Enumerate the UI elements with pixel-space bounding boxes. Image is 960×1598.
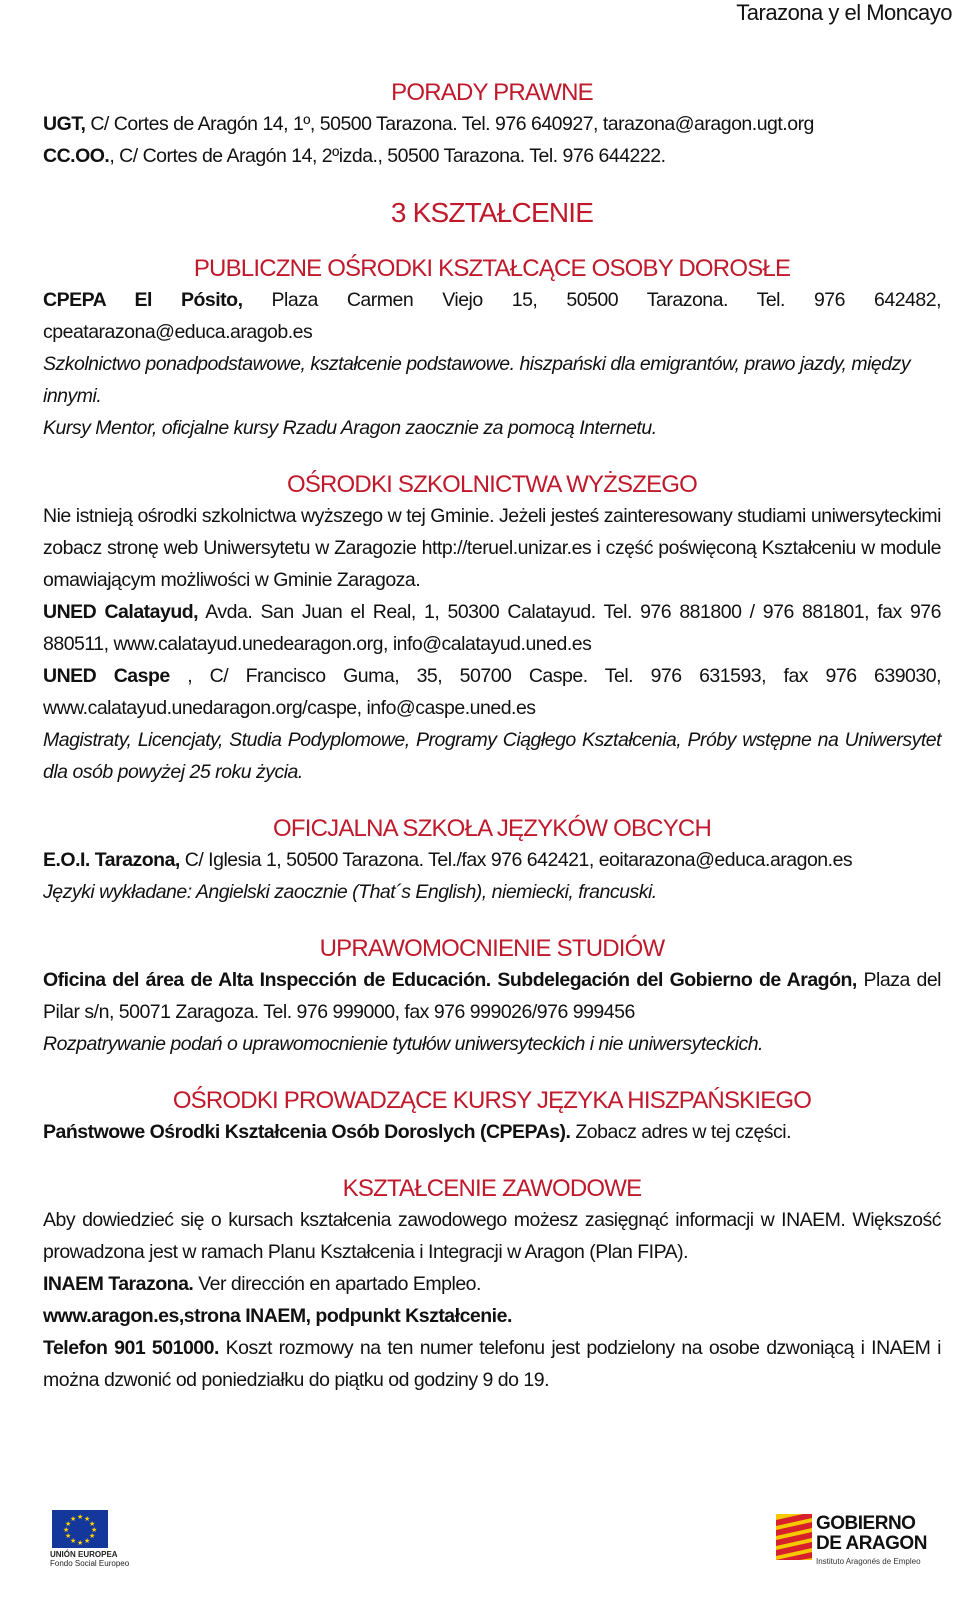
cpepa-address: Plaza Carmen Viejo 15, 50500 Tarazona. Tel. 976 642482, cpeatarazona@educa.aragob.es [43,289,941,343]
www-paragraph [43,1300,941,1332]
aragon-flag-icon [776,1514,812,1560]
section-heading-higher: OŚRODKI SZKOLNICTWA WYŻSZEGO [286,471,698,498]
section-heading-adult: PUBLICZNE OŚRODKI KSZTAŁCĄCE OSOBY DOROSŁE [193,255,791,282]
uned-calatayud-text: Avda. San Juan el Real, 1, 50300 Calatayud. Tel. 976 881800 / 976 881801, fax 976 880511, www.calatayud.unedearagon.org, info@calatayud.uned.es [43,601,941,655]
ugt-name: UGT, [43,113,86,135]
inaem-paragraph [43,1268,941,1300]
eu-logo [50,1510,140,1596]
mentor-description: Kursy Mentor, oficjalne kursy Rzadu Aragon zaocznie za pomocą Internetu. [43,417,657,439]
gob-line1: GOBIERNO [816,1513,916,1534]
upraw-description: Rozpatrywanie podań o uprawomocnienie tytułów uniwersyteckich i nie uniwersyteckich. [43,1033,763,1055]
gobierno-aragon-name [816,1514,927,1554]
eoi-name: E.O.I. Tarazona, [43,849,180,871]
uned-calatayud-name: UNED Calatayud, [43,601,199,623]
section-heading-eoi: OFICJALNA SZKOŁA JĘZYKÓW OBCYCH [273,815,711,842]
ugt-text: C/ Cortes de Aragón 14, 1º, 50500 Tarazona. Tel. 976 640927, tarazona@aragon.ugt.org [85,113,814,135]
cpepa-description: Szkolnictwo ponadpodstawowe, kształcenie podstawowe. hiszpański dla emigrantów, prawo jazdy, między innymi. [43,353,911,407]
gob-subtitle: Instituto Aragonés de Empleo [816,1557,921,1566]
eoi-description: Języki wykładane: Angielski zaocznie (That´s English), niemiecki, francuski. [43,881,657,903]
ccoo-text: , C/ Cortes de Aragón 14, 2ºizda., 50500 Tarazona. Tel. 976 644222. [109,145,666,167]
upraw-text: Plaza del Pilar s/n, 50071 Zaragoza. Tel. 976 999000, fax 976 999026/976 999456 [43,969,941,1023]
uned-calatayud-paragraph [43,596,941,660]
cpepa-name: CPEPA El Pósito, [43,289,243,311]
telefon-paragraph [43,1332,941,1396]
telefon-text: Koszt rozmowy na ten numer telefonu jest podzielony na osobe dzwoniącą i INAEM i można dzwonić od poniedziałku do piątku od godziny 9 do 19. [43,1337,941,1391]
eu-flag-icon: ★ ★ ★ ★ ★ ★ ★ ★ ★ ★ ★ ★ [52,1510,108,1548]
page-header: Tarazona y el Moncayo [736,0,952,25]
section-heading-porady: PORADY PRAWNE [391,79,593,106]
upraw-paragraph [43,964,941,1028]
telefon-name: Telefon 901 501000. [43,1337,219,1359]
spanish-paragraph [43,1116,941,1148]
eoi-paragraph [43,844,941,876]
footer-logos [0,1510,960,1598]
section-heading-upraw: UPRAWOMOCNIENIE STUDIÓW [319,935,665,962]
higher-intro: Nie istnieją ośrodki szkolnictwa wyższego w tej Gminie. Jeżeli jesteś zainteresowany studiami uniwersyteckimi zobacz stronę web Uniwersytetu w Zaragozie http://teruel.unizar.es i część poświęconą Kształceniu w module omawiającym możliwości w Gminie Zaragoza. [43,505,941,591]
eoi-text: C/ Iglesia 1, 50500 Tarazona. Tel./fax 976 642421, eoitarazona@educa.aragon.es [179,849,853,871]
higher-description: Magistraty, Licencjaty, Studia Podyplomowe, Programy Ciągłego Kształcenia, Próby wstępne na Uniwersytet dla osób powyżej 25 roku życia. [43,729,941,783]
eu-logo-line1: UNIÓN EUROPEA [50,1550,118,1559]
cpepa-paragraph [43,284,941,348]
uned-caspe-name: UNED Caspe [43,665,170,687]
ccoo-name: CC.OO. [43,145,110,167]
inaem-name: INAEM Tarazona. [43,1273,194,1295]
inaem-text: Ver dirección en apartado Empleo. [193,1273,481,1295]
ccoo-paragraph [43,140,941,172]
section-heading-spanish: OŚRODKI PROWADZĄCE KURSY JĘZYKA HISZPAŃSKIEGO [172,1087,812,1114]
ugt-paragraph [43,108,941,140]
gobierno-aragon-logo [770,1510,950,1596]
zawodowe-intro: Aby dowiedzieć się o kursach kształcenia zawodowego możesz zasięgnąć informacji w INAEM. Większość prowadzona jest w ramach Planu Kształcenia i Integracji w Aragon (Plan FIPA). [43,1209,941,1263]
eu-logo-line2: Fondo Social Europeo [50,1559,130,1568]
www-text: www.aragon.es,strona INAEM, podpunkt Kształcenie. [43,1305,512,1327]
spanish-name: Państwowe Ośrodki Kształcenia Osób Doroslych (CPEPAs). [43,1121,571,1143]
uned-caspe-paragraph [43,660,941,724]
gob-line2: DE ARAGON [816,1533,927,1554]
document-content [43,78,941,1396]
section-heading-zawodowe: KSZTAŁCENIE ZAWODOWE [342,1175,642,1202]
uned-caspe-text: , C/ Francisco Guma, 35, 50700 Caspe. Tel. 976 631593, fax 976 639030, www.calatayud.unedaragon.org/caspe, info@caspe.uned.es [43,665,942,719]
chapter-heading: 3 KSZTAŁCENIE [390,197,594,228]
spanish-text: Zobacz adres w tej części. [570,1121,792,1143]
upraw-name: Oficina del área de Alta Inspección de Educación. Subdelegación del Gobierno de Aragón, [43,969,857,991]
